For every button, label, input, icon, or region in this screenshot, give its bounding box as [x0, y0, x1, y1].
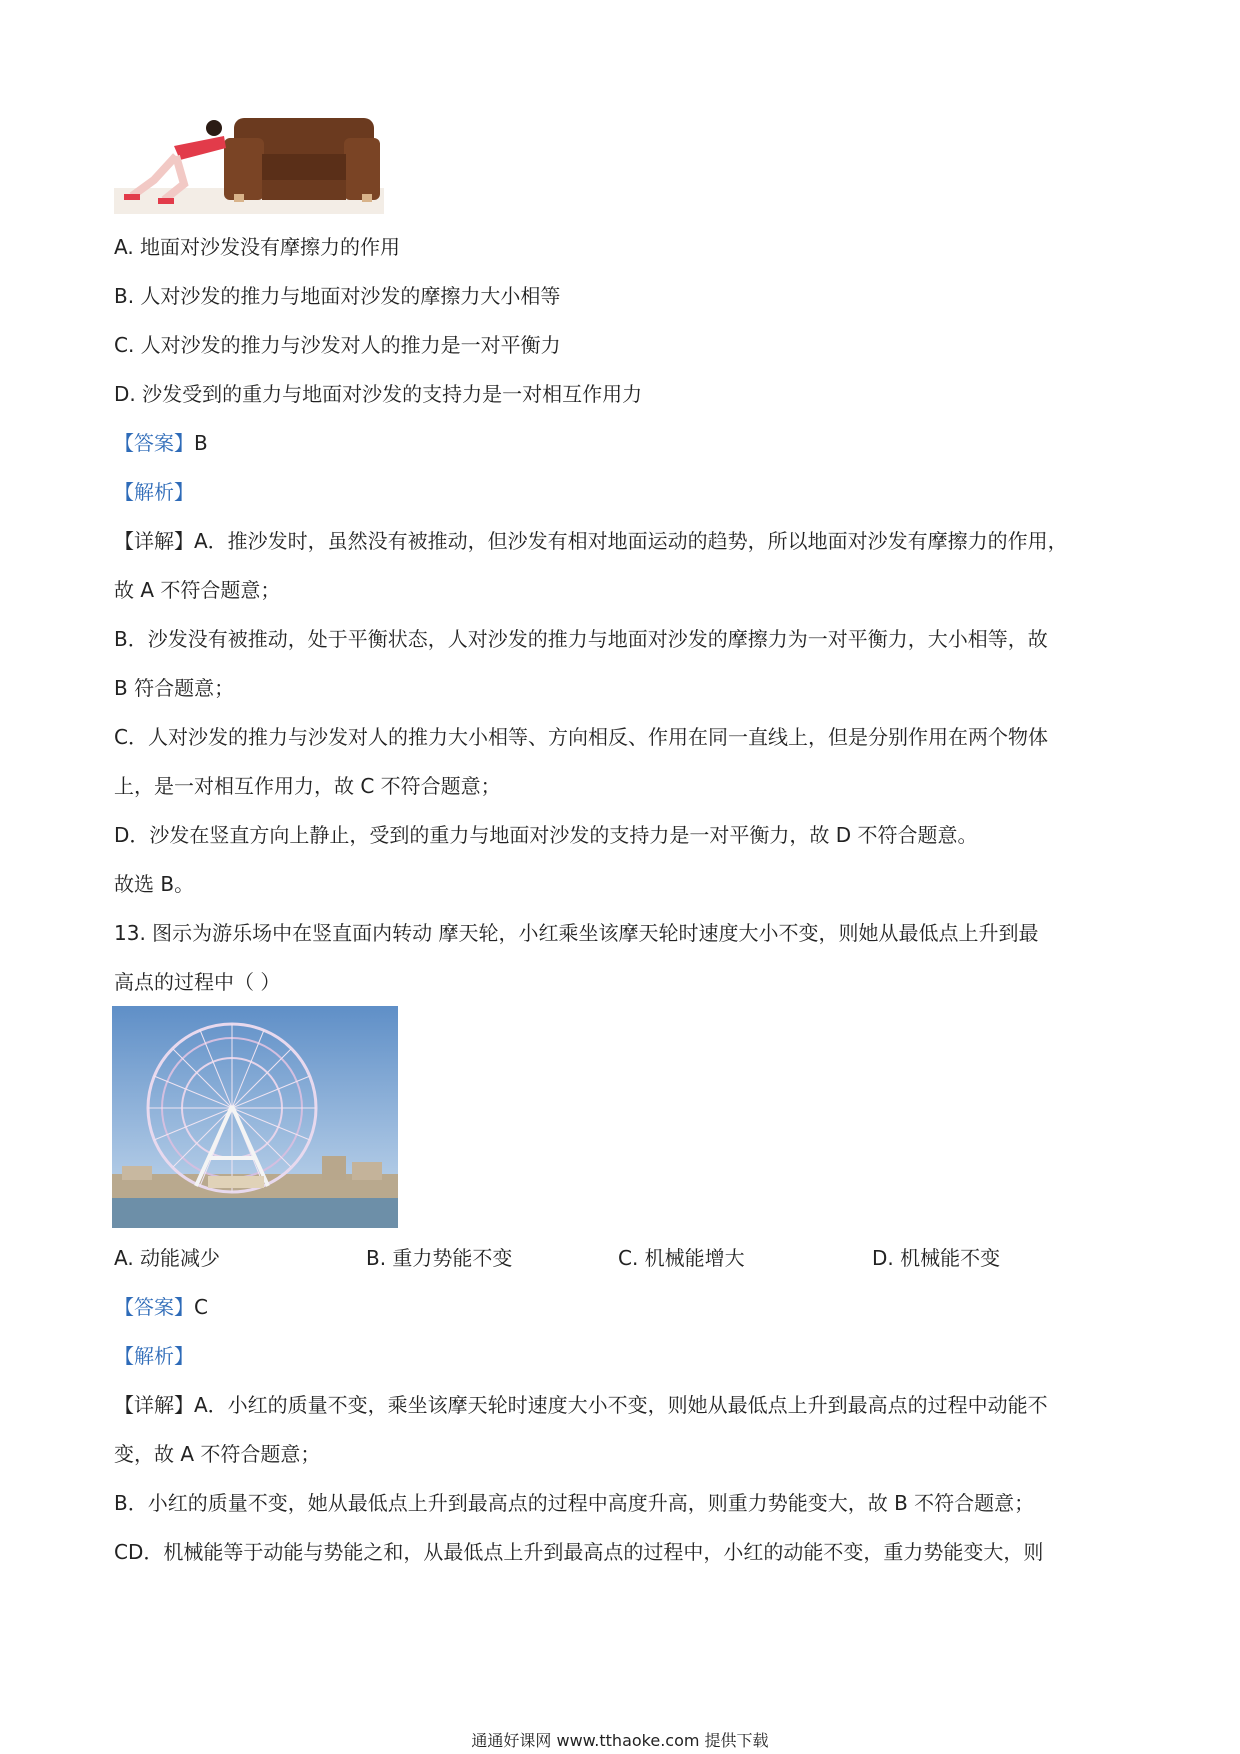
q12-detail-line: 【详解】A．推沙发时，虽然没有被推动，但沙发有相对地面运动的趋势，所以地面对沙发有摩擦力的作用，: [114, 529, 1068, 553]
q13-option-b: B. 重力势能不变: [366, 1246, 513, 1270]
q12-option-a: A. 地面对沙发没有摩擦力的作用: [114, 235, 401, 259]
q12-option-b: B. 人对沙发的推力与地面对沙发的摩擦力大小相等: [114, 284, 561, 308]
q12-detail-line: 故选 B。: [114, 872, 195, 896]
q12-detail-line: 故 A 不符合题意；: [114, 578, 281, 602]
q12-detail-line: C．人对沙发的推力与沙发对人的推力大小相等、方向相反、作用在同一直线上，但是分别作用在两个物体: [114, 725, 1048, 749]
q13-option-d: D. 机械能不变: [872, 1246, 1001, 1270]
q12-detail-line: B 符合题意；: [114, 676, 235, 700]
q13-option-a: A. 动能减少: [114, 1246, 221, 1270]
q13-detail-line: B．小红的质量不变，她从最低点上升到最高点的过程中高度升高，则重力势能变大，故 B 不符合题意；: [114, 1491, 1035, 1515]
answer-value: B: [194, 431, 208, 455]
footer-watermark: 通通好课网 www.tthaoke.com 提供下载: [471, 1731, 769, 1750]
q13-option-c: C. 机械能增大: [618, 1246, 745, 1270]
q12-answer: [114, 429, 208, 457]
q13-detail-line: CD．机械能等于动能与势能之和，从最低点上升到最高点的过程中，小红的动能不变，重力势能变大，则: [114, 1540, 1044, 1564]
q12-analysis-tag: 【解析】: [114, 480, 194, 504]
answer-tag: 【答案】: [114, 431, 194, 455]
q12-detail-line: 上，是一对相互作用力，故 C 不符合题意；: [114, 774, 501, 798]
q13-analysis-tag: 【解析】: [114, 1344, 194, 1368]
q13-detail-line: 变，故 A 不符合题意；: [114, 1442, 321, 1466]
q12-option-c: C. 人对沙发的推力与沙发对人的推力是一对平衡力: [114, 333, 561, 357]
q13-answer: [114, 1293, 208, 1321]
ferris-wheel-image: [112, 1006, 398, 1228]
q12-detail-line: B．沙发没有被推动，处于平衡状态，人对沙发的推力与地面对沙发的摩擦力为一对平衡力，大小相等，故: [114, 627, 1048, 651]
answer-value: C: [194, 1295, 208, 1319]
q12-detail-line: D．沙发在竖直方向上静止，受到的重力与地面对沙发的支持力是一对平衡力，故 D 不符合题意。: [114, 823, 978, 847]
q12-option-d: D. 沙发受到的重力与地面对沙发的支持力是一对相互作用力: [114, 382, 643, 406]
q13-stem-line: 高点的过程中（ ）: [114, 970, 281, 994]
person-pushing-sofa-image: [114, 108, 384, 214]
answer-tag: 【答案】: [114, 1295, 194, 1319]
q13-detail-line: 【详解】A．小红的质量不变，乘坐该摩天轮时速度大小不变，则她从最低点上升到最高点的过程中动能不: [114, 1393, 1048, 1417]
q13-stem-line: 13. 图示为游乐场中在竖直面内转动 摩天轮，小红乘坐该摩天轮时速度大小不变，则她从最低点上升到最: [114, 921, 1039, 945]
